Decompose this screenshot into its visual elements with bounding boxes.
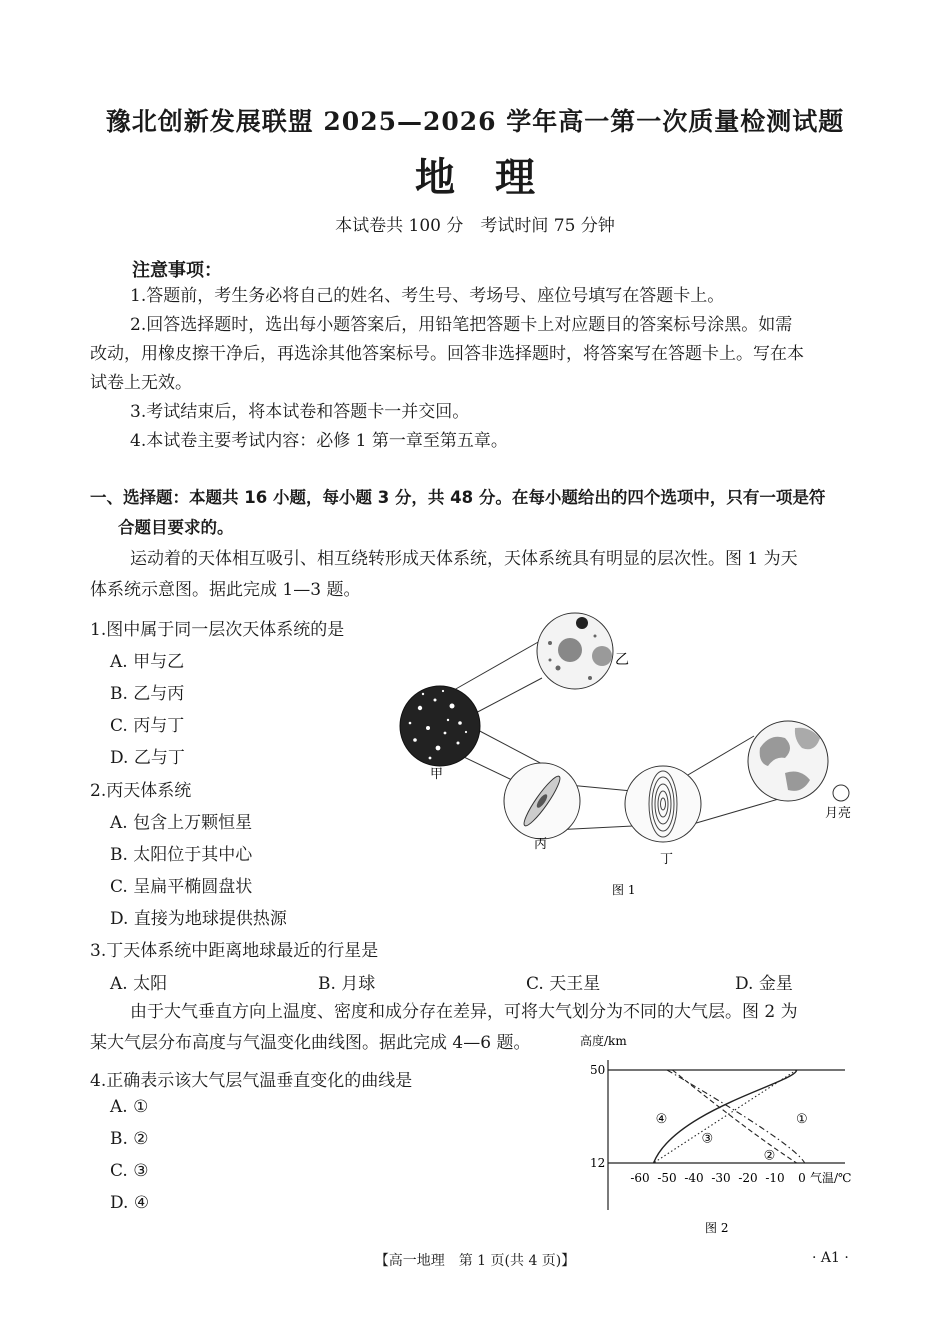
passage2-line1: 由于大气垂直方向上温度、密度和成分存在差异，可将大气划分为不同的大气层。图 2 为 (130, 1002, 798, 1022)
moon-icon (833, 785, 849, 801)
exam-info: 本试卷共 100 分 考试时间 75 分钟 (335, 216, 615, 236)
q2-option-b: B. 太阳位于其中心 (110, 845, 253, 865)
notice-item-2: 2.回答选择题时，选出每小题答案后，用铅笔把答题卡上对应题目的答案标号涂黑。如需 (130, 315, 793, 335)
chart-curve-dash-dot (667, 1070, 805, 1163)
q2-stem: 2.丙天体系统 (90, 781, 192, 801)
exam-title: 豫北创新发展联盟 2025—2026 学年高一第一次质量检测试题 (105, 107, 845, 136)
chart-ytick-12: 12 (590, 1156, 606, 1170)
notice-item-2-cont: 改动，用橡皮擦干净后，再选涂其他答案标号。回答非选择题时，将答案写在答题卡上。写在本 (90, 344, 804, 364)
q4-stem: 4.正确表示该大气层气温垂直变化的曲线是 (90, 1071, 413, 1091)
label-moon: 月亮 (825, 806, 852, 821)
chart-xtick: -10 (765, 1171, 785, 1185)
q1-option-c: C. 丙与丁 (110, 716, 185, 736)
q4-option-c: C. ③ (110, 1161, 149, 1181)
subject-title: 地 理 (415, 154, 535, 201)
notice-item-1: 1.答题前，考生务必将自己的姓名、考生号、考场号、座位号填写在答题卡上。 (130, 286, 725, 306)
q1-option-b: B. 乙与丙 (110, 684, 185, 704)
chart-ylabel: 高度/km (580, 1034, 627, 1048)
chart-xtick: -40 (684, 1171, 704, 1185)
q1-option-a: A. 甲与乙 (110, 652, 185, 672)
figure2-temperature-chart (570, 1030, 870, 1240)
passage2-line2: 某大气层分布高度与气温变化曲线图。据此完成 4—6 题。 (90, 1033, 531, 1053)
q4-option-a: A. ① (110, 1097, 149, 1117)
q3-option-b: B. 月球 (318, 974, 376, 994)
passage1-line2: 体系统示意图。据此完成 1—3 题。 (90, 580, 361, 600)
page-footer: 【高一地理 第 1 页(共 4 页)】 (374, 1253, 576, 1269)
q1-stem: 1.图中属于同一层次天体系统的是 (90, 620, 345, 640)
chart-xtick: 0 (798, 1171, 806, 1185)
chart-series-label: ① (796, 1111, 808, 1127)
passage1-line1: 运动着的天体相互吸引、相互绕转形成天体系统，天体系统具有明显的层次性。图 1 为天 (130, 549, 798, 569)
q2-option-a: A. 包含上万颗恒星 (110, 813, 253, 833)
q3-option-d: D. 金星 (735, 974, 793, 994)
q4-option-b: B. ② (110, 1129, 149, 1149)
figure2-caption: 图 2 (705, 1221, 729, 1235)
chart-series-label: ② (763, 1148, 776, 1164)
q3-option-a: A. 太阳 (110, 974, 168, 994)
notice-item-3: 3.考试结束后，将本试卷和答题卡一并交回。 (130, 402, 470, 422)
label-jia: 甲 (430, 767, 444, 782)
q3-option-c: C. 天王星 (526, 974, 601, 994)
chart-series-label: ③ (701, 1131, 714, 1147)
label-yi: 乙 (615, 652, 629, 668)
chart-series-label: ④ (655, 1111, 668, 1127)
notice-item-4: 4.本试卷主要考试内容：必修 1 第一章至第五章。 (130, 431, 508, 451)
chart-ytick-50: 50 (590, 1063, 606, 1077)
earth-icon (748, 721, 828, 801)
chart-xtick: -60 (630, 1171, 650, 1185)
q2-option-d: D. 直接为地球提供热源 (110, 909, 287, 929)
q3-stem: 3.丁天体系统中距离地球最近的行星是 (90, 941, 379, 961)
label-ding: 丁 (660, 852, 674, 867)
figure1-celestial-systems (390, 608, 870, 903)
galaxy-yi-icon (537, 613, 613, 689)
chart-xlabel: 气温/℃ (810, 1171, 852, 1185)
q1-option-d: D. 乙与丁 (110, 748, 185, 768)
q4-option-d: D. ④ (110, 1193, 150, 1213)
section1-heading: 一、选择题：本题共 16 小题，每小题 3 分，共 48 分。在每小题给出的四个选项中，只有一项是符 (90, 488, 826, 507)
chart-xtick: -30 (711, 1171, 731, 1185)
galaxy-bing-icon (504, 763, 580, 839)
notice-heading: 注意事项： (132, 260, 222, 281)
figure1-caption: 图 1 (612, 883, 636, 897)
label-bing: 丙 (534, 837, 548, 852)
notice-item-2-end: 试卷上无效。 (90, 373, 192, 393)
q2-option-c: C. 呈扁平椭圆盘状 (110, 877, 253, 897)
section1-heading-cont: 合题目要求的。 (118, 518, 234, 537)
page-tag: · A1 · (812, 1250, 849, 1266)
chart-xtick: -50 (657, 1171, 677, 1185)
galaxy-cluster-jia-icon (400, 686, 480, 766)
chart-xtick: -20 (738, 1171, 758, 1185)
solar-system-ding-icon (625, 766, 701, 842)
